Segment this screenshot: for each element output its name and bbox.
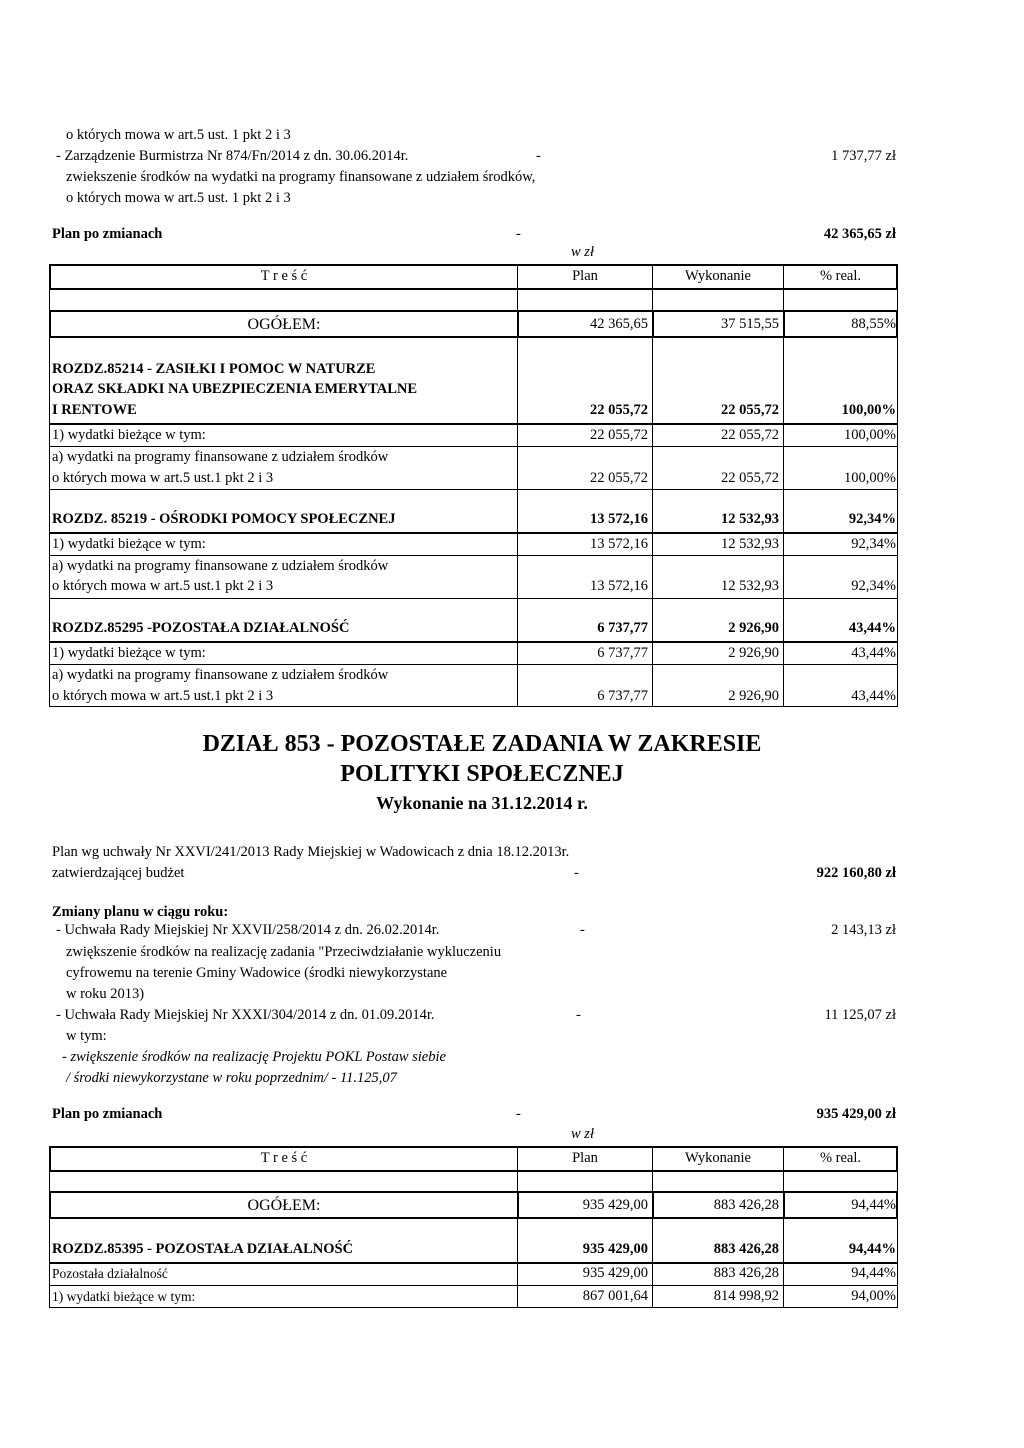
table-row: Pozostała działalność [52,1266,168,1281]
change-1-line-4: w roku 2013) [66,986,145,1002]
section-85214-pct: 100,00% [841,402,896,418]
section-85219-plan: 13 572,16 [590,511,648,527]
table-2-col-plan: Plan [572,1150,598,1166]
section-853-title-1: DZIAŁ 853 - POZOSTAŁE ZADANIA W ZAKRESIE [202,731,762,757]
change-2-amount: 11 125,07 zł [824,1007,896,1023]
table-1-col-plan: Plan [572,268,598,284]
table-1-total-exec: 37 515,55 [721,316,779,332]
table-2-total-exec: 883 426,28 [713,1197,779,1213]
change-2-dash: - [576,1007,581,1023]
plan-after-changes-amount: 42 365,65 zł [823,226,896,242]
table-1-total-label: OGÓŁEM: [247,316,321,333]
table-2-total-pct: 94,44% [851,1197,896,1213]
table-row: o których mowa w art.5 ust.1 pkt 2 i 3 [52,578,274,594]
table-cell: 22 055,72 [721,427,779,443]
table-cell: 100,00% [844,470,896,486]
table-cell: 883 426,28 [713,1265,779,1281]
table-cell: 6 737,77 [597,688,648,704]
section-85214-title-3: I RENTOWE [52,402,137,418]
change-2-line-4: / środki niewykorzystane w roku poprzednim/ - 11.125,07 [66,1070,397,1086]
section-853-title-2: POLITYKI SPOŁECZNEJ [340,761,624,787]
section-85395-exec: 883 426,28 [713,1241,779,1257]
table-2-col-wykonanie: Wykonanie [685,1150,751,1166]
section-853-subtitle: Wykonanie na 31.12.2014 r. [376,793,588,813]
table-2-col-tresc: T r e ś ć [260,1150,308,1166]
section-85395-title: ROZDZ.85395 - POZOSTAŁA DZIAŁALNOŚĆ [52,1241,354,1257]
plan-after-changes-label: Plan po zmianach [52,226,163,242]
section-85214-exec: 22 055,72 [721,402,779,418]
section-85219-title: ROZDZ. 85219 - OŚRODKI POMOCY SPOŁECZNEJ [52,511,396,527]
change-1-line-2: zwiększenie środków na realizację zadania "Przeciwdziałanie wykluczeniu [66,944,502,960]
table-cell: 43,44% [851,688,896,704]
section-85219-exec: 12 532,93 [721,511,779,527]
top-line-4: o których mowa w art.5 ust. 1 pkt 2 i 3 [66,190,291,206]
change-2-line-1: - Uchwała Rady Miejskiej Nr XXXI/304/2014 z dn. 01.09.2014r. [56,1007,435,1023]
section-85214-title-2: ORAZ SKŁADKI NA UBEZPIECZENIA EMERYTALNE [52,381,418,397]
table-1-total-plan: 42 365,65 [590,316,648,332]
top-line-2-amount: 1 737,77 zł [831,148,896,164]
section-85295-plan: 6 737,77 [597,620,648,636]
section-85214-title-1: ROZDZ.85214 - ZASIŁKI I POMOC W NATURZE [52,361,376,377]
table-row: a) wydatki na programy finansowane z udziałem środków [52,558,389,574]
section-85295-title: ROZDZ.85295 -POZOSTAŁA DZIAŁALNOŚĆ [52,620,350,636]
section-85395-plan: 935 429,00 [582,1241,648,1257]
plan-wg-line-2: zatwierdzającej budżet [52,865,185,881]
section-85214-plan: 22 055,72 [590,402,648,418]
table-cell: 92,34% [851,536,896,552]
table-cell: 2 926,90 [728,688,779,704]
top-line-2-dash: - [536,148,541,164]
table-cell: 94,44% [851,1265,896,1281]
section-85295-exec: 2 926,90 [728,620,779,636]
table-row: o których mowa w art.5 ust.1 pkt 2 i 3 [52,470,274,486]
table-row: a) wydatki na programy finansowane z udziałem środków [52,449,389,465]
plan-wg-line-1: Plan wg uchwały Nr XXVI/241/2013 Rady Miejskiej w Wadowicach z dnia 18.12.2013r. [52,844,570,860]
table-1-col-tresc: T r e ś ć [260,268,308,284]
table-cell: 22 055,72 [590,470,648,486]
top-line-3: zwiekszenie środków na wydatki na programy finansowane z udziałem środków, [66,169,536,185]
table-cell: 6 737,77 [597,645,648,661]
top-line-1: o których mowa w art.5 ust. 1 pkt 2 i 3 [66,127,291,143]
table-1-total-pct: 88,55% [851,316,896,332]
change-2-line-3: - zwiększenie środków na realizację Projektu POKL Postaw siebie [62,1049,446,1065]
section-85395-pct: 94,44% [848,1241,896,1257]
table-cell: 867 001,64 [582,1288,648,1304]
table-cell: 100,00% [844,427,896,443]
plan-after-changes-dash: - [516,226,521,242]
plan-wg-amount: 922 160,80 zł [816,865,896,881]
table-row: 1) wydatki bieżące w tym: [52,645,206,661]
table-2-total-plan: 935 429,00 [582,1197,648,1213]
table-row: 1) wydatki bieżące w tym: [52,536,206,552]
plan-after-changes-853-amount: 935 429,00 zł [816,1106,896,1122]
change-1-amount: 2 143,13 zł [831,922,896,938]
table-cell: 935 429,00 [582,1265,648,1281]
table-2-total-label: OGÓŁEM: [247,1197,321,1214]
plan-after-changes-853-label: Plan po zmianach [52,1106,163,1122]
section-85219-pct: 92,34% [848,511,896,527]
table-cell: 13 572,16 [590,578,648,594]
table-row: a) wydatki na programy finansowane z udziałem środków [52,667,389,683]
changes-title: Zmiany planu w ciągu roku: [52,904,229,920]
table-cell: 814 998,92 [713,1288,779,1304]
table-cell: 92,34% [851,578,896,594]
change-1-line-1: - Uchwała Rady Miejskiej Nr XXVII/258/2014 z dn. 26.02.2014r. [56,922,440,938]
table-cell: 43,44% [851,645,896,661]
table-cell: 22 055,72 [721,470,779,486]
change-1-line-3: cyfrowemu na terenie Gminy Wadowice (środki niewykorzystane [66,965,448,981]
table-1-col-wykonanie: Wykonanie [685,268,751,284]
plan-after-changes-853-dash: - [516,1106,521,1122]
table-cell: 2 926,90 [728,645,779,661]
table-cell: 12 532,93 [721,578,779,594]
change-2-line-2: w tym: [66,1028,107,1044]
table-2-col-real: % real. [819,1150,862,1166]
table-row: 1) wydatki bieżące w tym: [52,1289,196,1304]
top-line-2: - Zarządzenie Burmistrza Nr 874/Fn/2014 z dn. 30.06.2014r. [56,148,409,164]
unit-label: w zł [571,244,594,260]
table-1-col-real: % real. [819,268,862,284]
table-cell: 22 055,72 [590,427,648,443]
plan-wg-dash: - [574,865,579,881]
section-85295-pct: 43,44% [848,620,896,636]
unit-label-853: w zł [571,1126,594,1142]
table-cell: 94,00% [851,1288,896,1304]
table-cell: 12 532,93 [721,536,779,552]
table-row: o których mowa w art.5 ust.1 pkt 2 i 3 [52,688,274,704]
table-row: 1) wydatki bieżące w tym: [52,427,206,443]
table-cell: 13 572,16 [590,536,648,552]
change-1-dash: - [580,922,585,938]
